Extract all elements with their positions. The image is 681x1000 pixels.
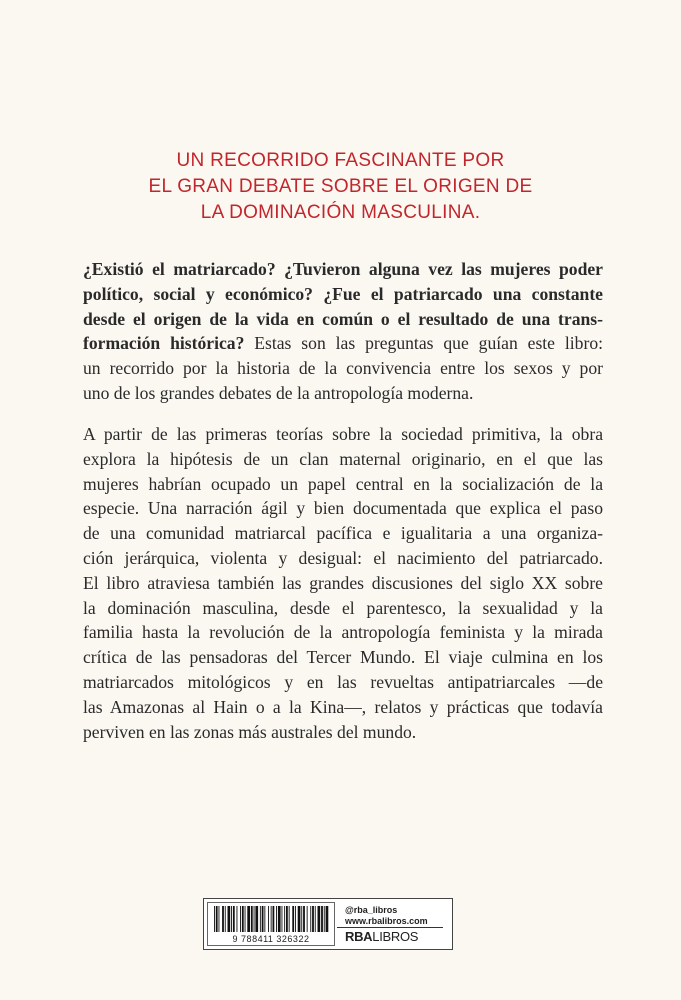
- text-line: uno de los grandes debates de la antropología moderna.: [83, 382, 474, 403]
- divider: [337, 927, 443, 928]
- publisher-logo: RBALIBROS: [345, 929, 419, 944]
- text-line: A partir de las primeras teorías sobre la sociedad primitiva, la obra: [83, 424, 603, 444]
- text-line: la dominación masculina, desde el parentesco, la sexualidad y la: [83, 597, 603, 618]
- isbn-barcode: [207, 902, 335, 946]
- text-line: ción jerárquica, violenta y desigual: el nacimiento del patriarcado.: [83, 547, 603, 568]
- social-handle: @rba_libros: [345, 905, 398, 915]
- barcode-bars: [214, 906, 330, 932]
- text-line: ¿Existió el matriarcado? ¿Tuvieron alguna vez las mujeres poder: [83, 259, 603, 279]
- text-line: desde el origen de la vida en común o el resultado de una trans-: [83, 308, 603, 329]
- text-line: un recorrido por la historia de la convivencia entre los sexos y por: [83, 358, 603, 379]
- text-line: mujeres habrían ocupado un papel central en la socialización de la: [83, 473, 603, 494]
- publisher-block: [337, 902, 447, 944]
- text-line: familia hasta la revolución de la antropología feminista y la mirada: [83, 622, 603, 643]
- headline: [0, 148, 681, 226]
- text-line: formación histórica? Estas son las preguntas que guían este libro:: [83, 333, 604, 354]
- text-line: político, social y económico? ¿Fue el patriarcado una constante: [83, 283, 603, 304]
- intro-paragraph: [83, 257, 603, 406]
- text-line: matriarcados mitológicos y en las revueltas antipatriarcales —de: [83, 671, 603, 692]
- text-line: El libro atraviesa también las grandes discusiones del siglo XX sobre: [83, 572, 603, 593]
- text-line: perviven en las zonas más australes del mundo.: [83, 721, 417, 742]
- text-line: crítica de las pensadoras del Tercer Mundo. El viaje culmina en los: [83, 647, 603, 668]
- text-line: explora la hipótesis de un clan maternal originario, en el que las: [83, 448, 603, 469]
- text-line: especie. Una narración ágil y bien documentada que explica el paso: [83, 498, 603, 519]
- publisher-website: www.rbalibros.com: [345, 916, 428, 926]
- headline-line: LA DOMINACIÓN MASCULINA.: [200, 202, 481, 223]
- text-line: de una comunidad matriarcal pacífica e igualitaria a una organiza-: [83, 523, 603, 544]
- synopsis-paragraph: [83, 422, 603, 744]
- headline-line: EL GRAN DEBATE SOBRE EL ORIGEN DE: [148, 176, 533, 197]
- headline-line: UN RECORRIDO FASCINANTE POR: [176, 150, 505, 171]
- isbn-number: 9 788411 326322: [232, 934, 310, 944]
- text-line: las Amazonas al Hain o a la Kina—, relatos y prácticas que todavía: [83, 696, 603, 717]
